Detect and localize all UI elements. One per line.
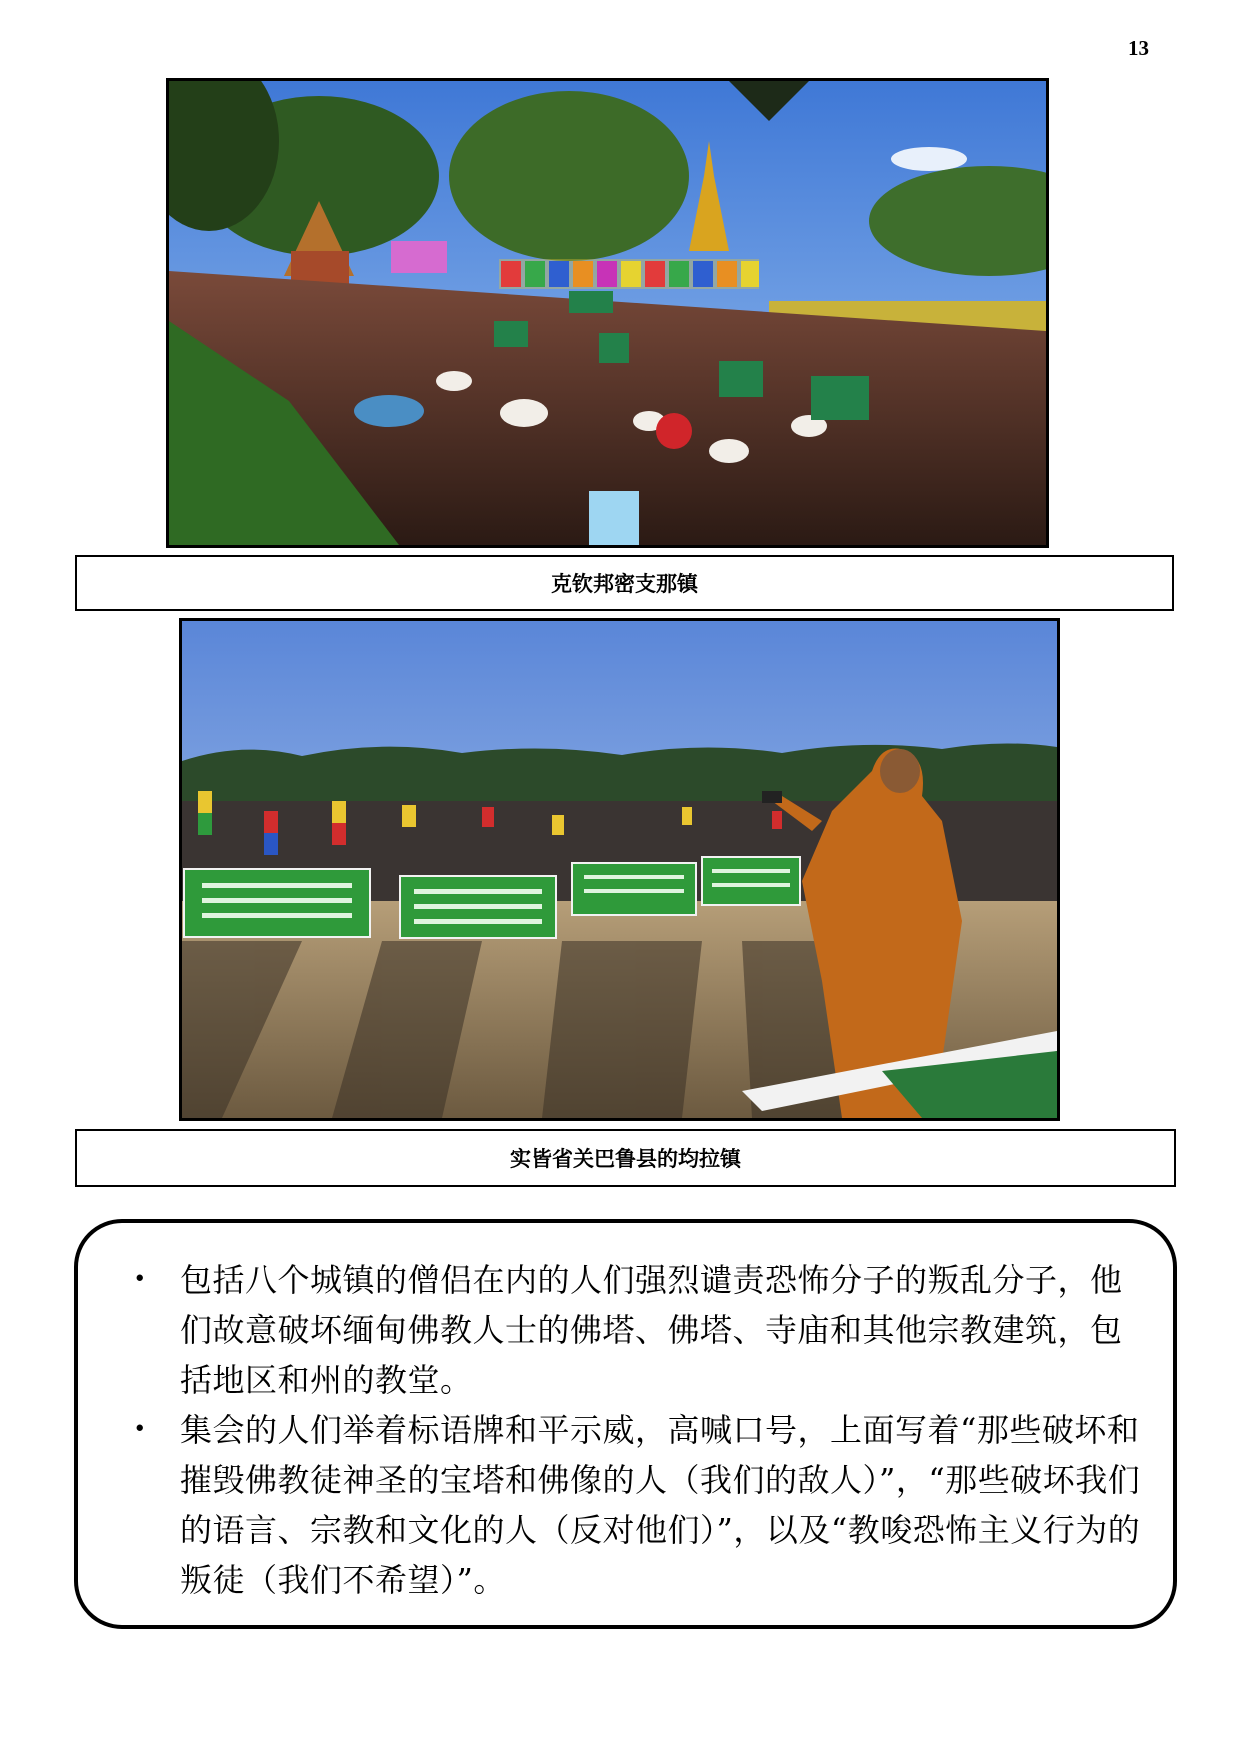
- caption-photo-2: 实皆省关巴鲁县的均拉镇: [75, 1129, 1176, 1187]
- summary-box: [74, 1219, 1177, 1629]
- bullet-text: 包括八个城镇的僧侣在内的人们强烈谴责恐怖分子的叛乱分子，他们故意破坏缅甸佛教人士的佛塔、佛塔、寺庙和其他宗教建筑，包括地区和州的教堂。: [180, 1261, 1123, 1399]
- bullet-dot-icon: •: [133, 1417, 147, 1442]
- page-number: 13: [1128, 36, 1149, 60]
- welcome-sign: [499, 259, 759, 289]
- photo-myitkyina-rally: [166, 78, 1049, 548]
- caption-photo-1: 克钦邦密支那镇: [75, 555, 1174, 611]
- summary-list: [112, 1255, 1143, 1605]
- bullet-item: [112, 1255, 1143, 1405]
- photo-kyunhla-rally: [179, 618, 1060, 1121]
- bullet-text: 集会的人们举着标语牌和平示威，高喊口号，上面写着“那些破坏和摧毁佛教徒神圣的宝塔和佛像的人（我们的敌人）”，“那些破坏我们的语言、宗教和文化的人（反对他们）”，以及“教唆恐怖主义行为的叛徒（我们不希望）”。: [180, 1411, 1141, 1599]
- bullet-dot-icon: •: [133, 1267, 147, 1292]
- bullet-item: [112, 1405, 1143, 1605]
